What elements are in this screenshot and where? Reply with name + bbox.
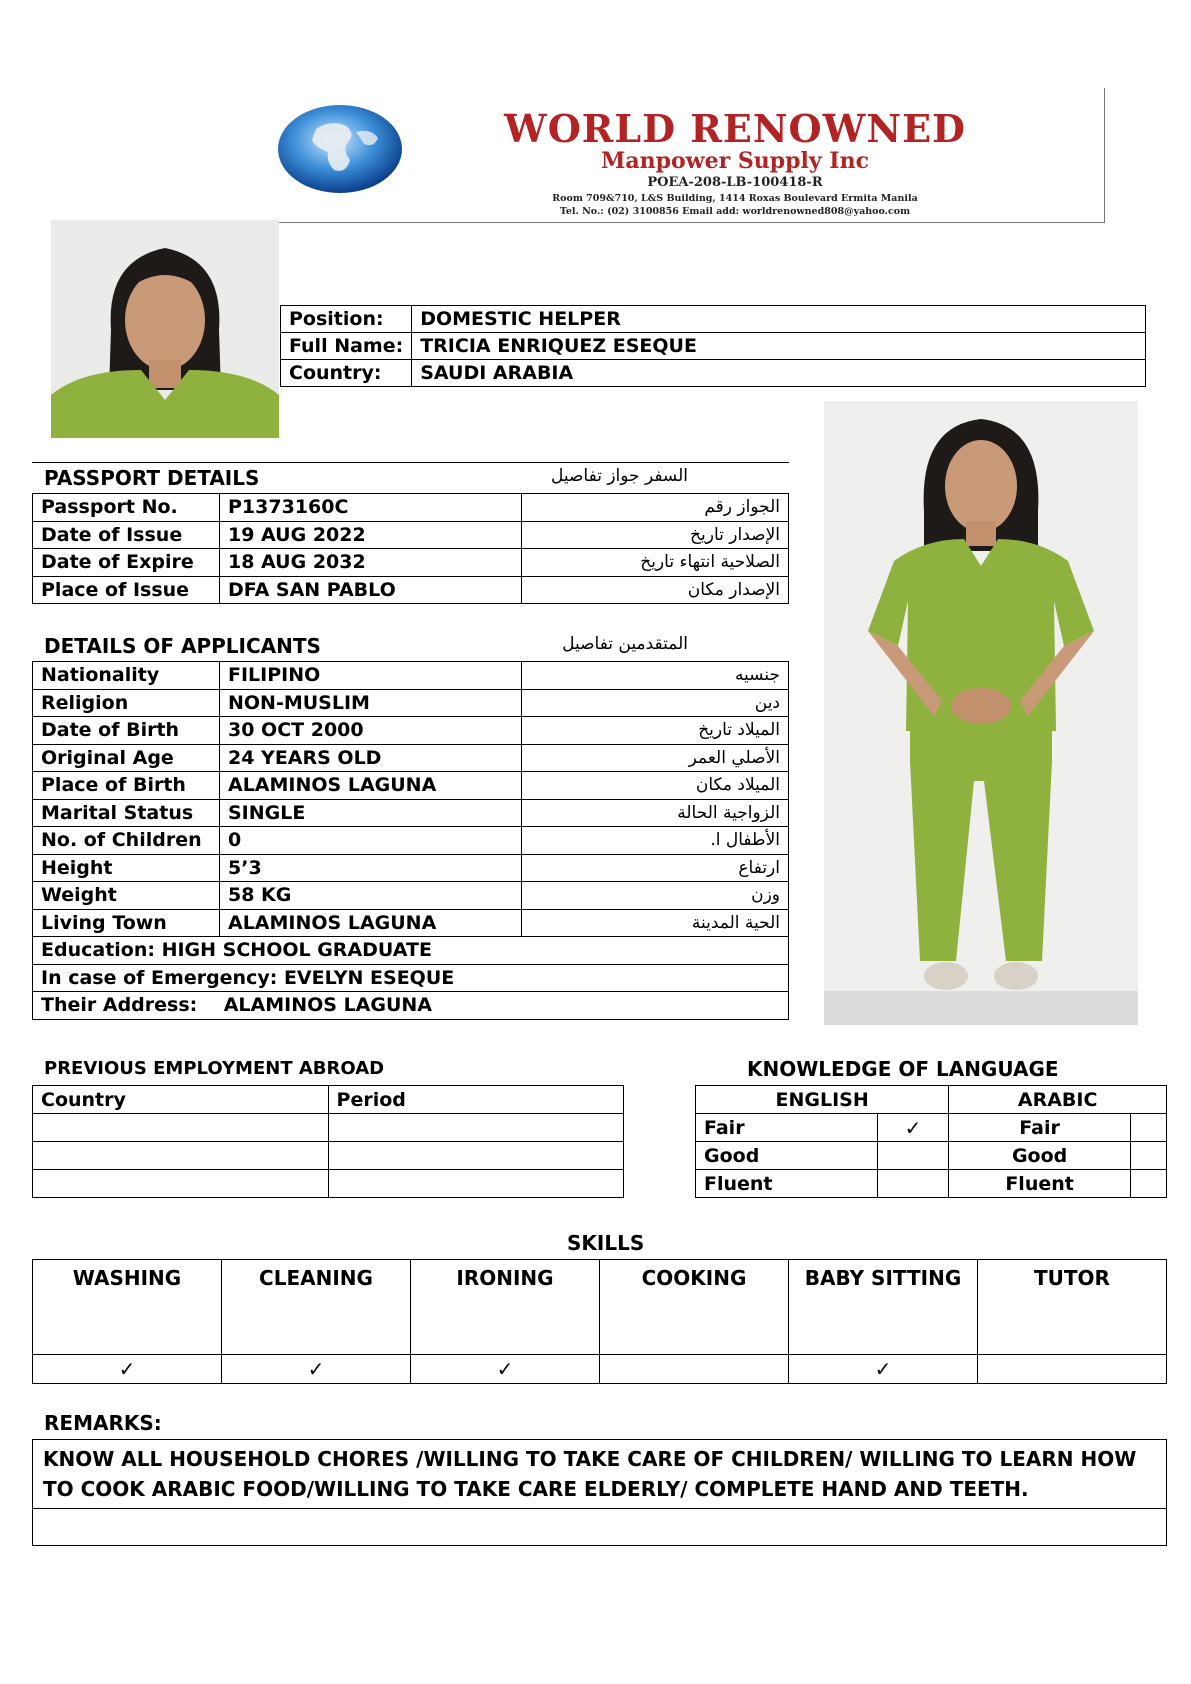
skills-section-title: SKILLS <box>567 1231 645 1255</box>
field-label-arabic <box>522 827 789 855</box>
language-table <box>695 1085 1167 1198</box>
field-label-arabic <box>522 799 789 827</box>
passport-title-rule <box>32 462 789 463</box>
language-row <box>696 1114 1167 1142</box>
table-row <box>33 854 789 882</box>
position-value: DOMESTIC HELPER <box>412 306 1146 333</box>
remarks-row <box>33 1440 1167 1509</box>
remarks-empty-row <box>33 1509 1167 1546</box>
globe-logo <box>276 104 404 194</box>
license-number: POEA-208-LB-100418-R <box>647 175 823 190</box>
table-row <box>33 662 789 690</box>
skill-check-cell <box>978 1355 1167 1384</box>
table-row <box>33 1170 624 1198</box>
education-row <box>33 937 789 965</box>
company-contact: Tel. No.: (02) 3100856 Email add: worldrenowned808@yahoo.com <box>559 206 911 217</box>
position-label: Position: <box>281 306 412 333</box>
arabic-check-cell <box>1130 1114 1166 1142</box>
field-label: Date of Birth <box>33 717 220 745</box>
english-level-label: Fair <box>696 1114 878 1142</box>
skill-name: COOKING <box>600 1260 789 1355</box>
arabic-level-label: Good <box>949 1142 1131 1170</box>
passport-section-title-arabic: السفر جواز تفاصيل <box>550 466 688 486</box>
field-label-arabic <box>522 662 789 690</box>
applicant-table <box>32 661 789 1020</box>
skill-check-cell <box>600 1355 789 1384</box>
applicant-section-title: DETAILS OF APPLICANTS <box>44 634 321 658</box>
skill-name: IRONING <box>411 1260 600 1355</box>
skill-check-cell: ✓ <box>411 1355 600 1384</box>
field-label: Weight <box>33 882 220 910</box>
arabic-text: الجواز رقم <box>704 497 780 518</box>
field-label-arabic <box>522 882 789 910</box>
arabic-level-label: Fair <box>949 1114 1131 1142</box>
field-label-arabic <box>522 744 789 772</box>
address-value: ALAMINOS LAGUNA <box>223 994 433 1017</box>
address-row <box>33 992 789 1020</box>
field-label-arabic <box>522 494 789 522</box>
field-label: Date of Expire <box>33 549 220 577</box>
arabic-text: الأطفال ا. <box>710 830 780 851</box>
table-row <box>33 576 789 604</box>
field-label: Original Age <box>33 744 220 772</box>
english-check-cell: ✓ <box>877 1114 949 1142</box>
field-value: NON-MUSLIM <box>220 689 522 717</box>
english-check-cell <box>877 1142 949 1170</box>
table-row <box>33 1086 624 1114</box>
summary-row <box>281 306 1146 333</box>
field-value: DFA SAN PABLO <box>220 576 522 604</box>
language-row <box>696 1142 1167 1170</box>
education: Education: HIGH SCHOOL GRADUATE <box>33 937 789 965</box>
english-level-label: Good <box>696 1142 878 1170</box>
skill-check-cell: ✓ <box>789 1355 978 1384</box>
arabic-text: الإصدار تاريخ <box>690 524 780 545</box>
company-address: Room 709&710, L&S Building, 1414 Roxas Boulevard Ermita Manila <box>552 193 918 204</box>
remarks-title: REMARKS: <box>44 1411 162 1435</box>
field-label: Living Town <box>33 909 220 937</box>
field-label-arabic <box>522 689 789 717</box>
empty-cell <box>33 1170 329 1198</box>
empty-cell <box>33 1142 329 1170</box>
english-check-cell <box>877 1170 949 1198</box>
field-label: Religion <box>33 689 220 717</box>
field-label: Place of Issue <box>33 576 220 604</box>
arabic-text: الميلاد تاريخ <box>698 720 780 741</box>
english-level-label: Fluent <box>696 1170 878 1198</box>
company-subtitle: Manpower Supply Inc <box>601 148 869 174</box>
table-row <box>33 744 789 772</box>
field-value: P1373160C <box>220 494 522 522</box>
field-value: FILIPINO <box>220 662 522 690</box>
table-row <box>33 909 789 937</box>
language-section-title: KNOWLEDGE OF LANGUAGE <box>747 1057 1059 1081</box>
table-row <box>33 827 789 855</box>
name-value: TRICIA ENRIQUEZ ESEQUE <box>412 333 1146 360</box>
table-row <box>33 882 789 910</box>
arabic-check-cell <box>1130 1142 1166 1170</box>
field-label-arabic <box>522 576 789 604</box>
skill-name: CLEANING <box>222 1260 411 1355</box>
summary-row <box>281 360 1146 387</box>
emergency-row <box>33 964 789 992</box>
remarks-table <box>32 1439 1167 1546</box>
passport-table <box>32 493 789 604</box>
applicant-portrait-photo <box>51 220 279 438</box>
skill-check-cell: ✓ <box>33 1355 222 1384</box>
remarks-text: KNOW ALL HOUSEHOLD CHORES /WILLING TO TAKE CARE OF CHILDREN/ WILLING TO LEARN HOW TO COOK ARABIC FOOD/WILLING TO TAKE CARE ELDERLY/ COMPLETE HAND AND TEETH. <box>33 1440 1167 1509</box>
field-label: Nationality <box>33 662 220 690</box>
country-value: SAUDI ARABIA <box>412 360 1146 387</box>
skill-name: BABY SITTING <box>789 1260 978 1355</box>
col-country: Country <box>33 1086 329 1114</box>
table-row <box>33 717 789 745</box>
arabic-text: الميلاد مكان <box>695 775 780 796</box>
english-header: ENGLISH <box>696 1086 949 1114</box>
field-label-arabic <box>522 717 789 745</box>
table-row <box>33 799 789 827</box>
table-row <box>33 1114 624 1142</box>
arabic-text: ارتفاع <box>738 857 780 878</box>
field-label: Height <box>33 854 220 882</box>
summary-row <box>281 333 1146 360</box>
address-label: Their Address: <box>41 994 198 1017</box>
table-row <box>33 549 789 577</box>
field-label-arabic <box>522 854 789 882</box>
previous-employment-table <box>32 1085 624 1198</box>
arabic-text: دين <box>754 692 780 713</box>
field-value: 30 OCT 2000 <box>220 717 522 745</box>
col-period: Period <box>328 1086 623 1114</box>
field-value: ALAMINOS LAGUNA <box>220 772 522 800</box>
skill-name: WASHING <box>33 1260 222 1355</box>
field-value: 58 KG <box>220 882 522 910</box>
arabic-level-label: Fluent <box>949 1170 1131 1198</box>
table-row <box>33 521 789 549</box>
field-value: 24 YEARS OLD <box>220 744 522 772</box>
field-value: 0 <box>220 827 522 855</box>
skills-check-row <box>33 1355 1167 1384</box>
passport-section-title: PASSPORT DETAILS <box>44 466 260 490</box>
arabic-text: الأصلي العمر <box>688 747 780 768</box>
field-value: SINGLE <box>220 799 522 827</box>
applicant-section-title-arabic: المتقدمين تفاصيل <box>562 634 688 654</box>
skills-header-row <box>33 1260 1167 1355</box>
table-row <box>33 1142 624 1170</box>
field-label: Place of Birth <box>33 772 220 800</box>
skill-name: TUTOR <box>978 1260 1167 1355</box>
field-label-arabic <box>522 521 789 549</box>
empty-cell <box>328 1170 623 1198</box>
field-label-arabic <box>522 772 789 800</box>
table-row <box>33 689 789 717</box>
address-cell <box>33 992 789 1020</box>
empty-cell <box>33 1509 1167 1546</box>
empty-cell <box>328 1142 623 1170</box>
field-label: Marital Status <box>33 799 220 827</box>
language-header-row <box>696 1086 1167 1114</box>
field-value: 18 AUG 2032 <box>220 549 522 577</box>
table-row <box>33 772 789 800</box>
previous-employment-title: PREVIOUS EMPLOYMENT ABROAD <box>44 1058 385 1079</box>
language-row <box>696 1170 1167 1198</box>
arabic-text: الحية المدينة <box>691 912 780 933</box>
field-value: 5’3 <box>220 854 522 882</box>
field-value: ALAMINOS LAGUNA <box>220 909 522 937</box>
arabic-text: الصلاحية انتهاء تاريخ <box>640 552 780 573</box>
summary-table <box>280 305 1146 387</box>
arabic-check-cell <box>1130 1170 1166 1198</box>
arabic-header: ARABIC <box>949 1086 1167 1114</box>
field-label: Passport No. <box>33 494 220 522</box>
field-label-arabic <box>522 549 789 577</box>
skills-table <box>32 1259 1167 1384</box>
table-row <box>33 494 789 522</box>
field-value: 19 AUG 2022 <box>220 521 522 549</box>
empty-cell <box>328 1114 623 1142</box>
arabic-text: الزواجية الحالة <box>677 802 780 823</box>
field-label-arabic <box>522 909 789 937</box>
empty-cell <box>33 1114 329 1142</box>
arabic-text: الإصدار مكان <box>687 579 780 600</box>
skill-check-cell: ✓ <box>222 1355 411 1384</box>
field-label: No. of Children <box>33 827 220 855</box>
country-label: Country: <box>281 360 412 387</box>
field-label: Date of Issue <box>33 521 220 549</box>
applicant-full-body-photo <box>824 401 1138 1025</box>
name-label: Full Name: <box>281 333 412 360</box>
arabic-text: جنسيه <box>734 665 780 686</box>
arabic-text: وزن <box>751 885 780 906</box>
emergency-contact: In case of Emergency: EVELYN ESEQUE <box>33 964 789 992</box>
company-name: WORLD RENOWNED <box>504 106 966 151</box>
